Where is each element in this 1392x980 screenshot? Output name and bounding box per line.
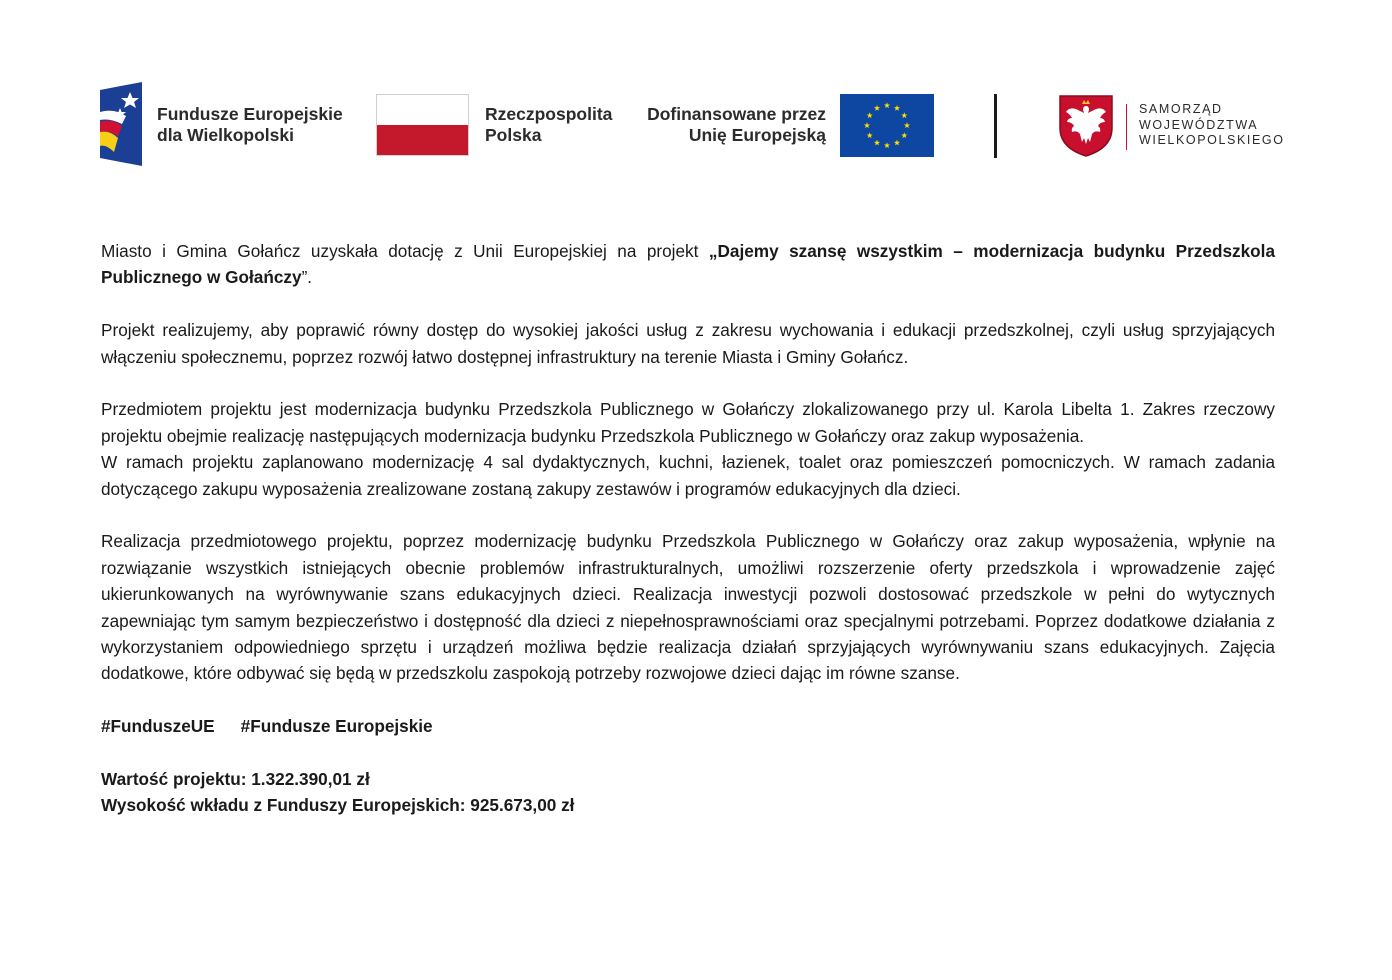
impact-paragraph: Realizacja przedmiotowego projektu, poprzez modernizację budynku Przedszkola Publicznego w Gołańczy oraz zakup wyposażenia, wpłynie na rozwiązanie wszystkich istniejących obecnie problemów infrastrukturalnych, umożliwi rozszerzenie oferty przedszkola i wprowadzenie zajęć ukierunkowanych na wyrównywanie szans edukacyjnych dzieci. Realizacja inwestycji pozwoli dostosować przedszkole w pełni do wytycznych zapewniając tym samym bezpieczeństwo i dostępność dla dzieci z niepełnosprawnościami oraz specjalnymi potrzebami. Poprzez dodatkowe działania z wykorzystaniem odpowiedniego sprzętu i urządzeń możliwa będzie realizacja działań sprzyjających wyrównywaniu szans edukacyjnych. Zajęcia dodatkowe, które odbywać się będą w przedszkolu zaspokoją potrzeby rozwojowe dzieci dając im równe szanse. (101, 531, 1275, 684)
eu-contribution-value: Wysokość wkładu z Funduszy Europejskich: 925.673,00 zł (101, 795, 575, 816)
fe-logo-line2: dla Wielkopolski (157, 125, 294, 145)
eu-funding-label (640, 104, 826, 146)
wielkopolska-coat-of-arms-icon (1058, 94, 1114, 158)
intro-paragraph (101, 238, 1275, 291)
logo-divider (994, 94, 997, 158)
hashtag-fundusze-ue: #FunduszeUE (101, 716, 215, 737)
eu-funding-logo (640, 94, 936, 158)
wlkp-logo-line1: SAMORZĄD (1139, 102, 1223, 116)
samorzad-wielkopolski-label (1139, 102, 1285, 149)
wlkp-logo-rule (1126, 104, 1127, 150)
project-values (101, 766, 1275, 819)
polish-flag-icon (376, 94, 469, 156)
intro-text: Miasto i Gmina Gołańcz uzyskała dotację z Unii Europejskiej na projekt (101, 241, 709, 261)
goal-paragraph: Projekt realizujemy, aby poprawić równy dostęp do wysokiej jakości usług z zakresu wychowania i edukacji przedszkolnej, czyli usług sprzyjających włączeniu społecznemu, poprzez rozwój łatwo dostępnej infrastruktury na terenie Miasta i Gminy Gołańcz. (101, 320, 1275, 367)
hashtags (101, 713, 1275, 739)
project-title: „Dajemy szansę wszystkim – modernizacja budynku Przedszkola Publicznego w Gołańczy (101, 241, 1275, 288)
rp-logo-line1: Rzeczpospolita (485, 104, 613, 124)
scope-details-paragraph: W ramach projektu zaplanowano modernizację 4 sal dydaktycznych, kuchni, łazienek, toalet oraz pomieszczeń pomocniczych. W ramach zadania dotyczącego zakupu wyposażenia zrealizowane zostaną zakupy zestawów i programów edukacyjnych dla dzieci. (101, 452, 1275, 499)
document-body (101, 238, 1275, 819)
rzeczpospolita-polska-logo (376, 94, 616, 158)
hashtag-fundusze-europejskie: #Fundusze Europejskie (240, 716, 433, 737)
logo-bar (0, 0, 1392, 200)
project-value: Wartość projektu: 1.322.390,01 zł (101, 769, 370, 790)
fundusze-europejskie-logo (100, 82, 350, 166)
eu-logo-line1: Dofinansowane przez (647, 104, 826, 124)
fundusze-europejskie-label (157, 104, 343, 146)
rzeczpospolita-polska-label (485, 104, 612, 146)
rp-logo-line2: Polska (485, 125, 542, 145)
eu-flag-icon (840, 94, 934, 157)
scope-paragraph: Przedmiotem projektu jest modernizacja budynku Przedszkola Publicznego w Gołańczy zlokalizowanego przy ul. Karola Libelta 1. Zakres rzeczowy projektu obejmie realizację następujących modernizacja budynku Przedszkola Publicznego w Gołańczy oraz zakup wyposażenia. (101, 399, 1275, 446)
wlkp-logo-line2: WOJEWÓDZTWA (1139, 117, 1259, 132)
samorzad-wielkopolski-logo (1058, 94, 1298, 158)
eu-logo-line2: Unię Europejską (688, 125, 826, 145)
fundusze-europejskie-emblem-icon (100, 82, 144, 166)
intro-end: ”. (301, 267, 313, 288)
wlkp-logo-line3: WIELKOPOLSKIEGO (1139, 133, 1285, 147)
fe-logo-line1: Fundusze Europejskie (157, 104, 343, 124)
